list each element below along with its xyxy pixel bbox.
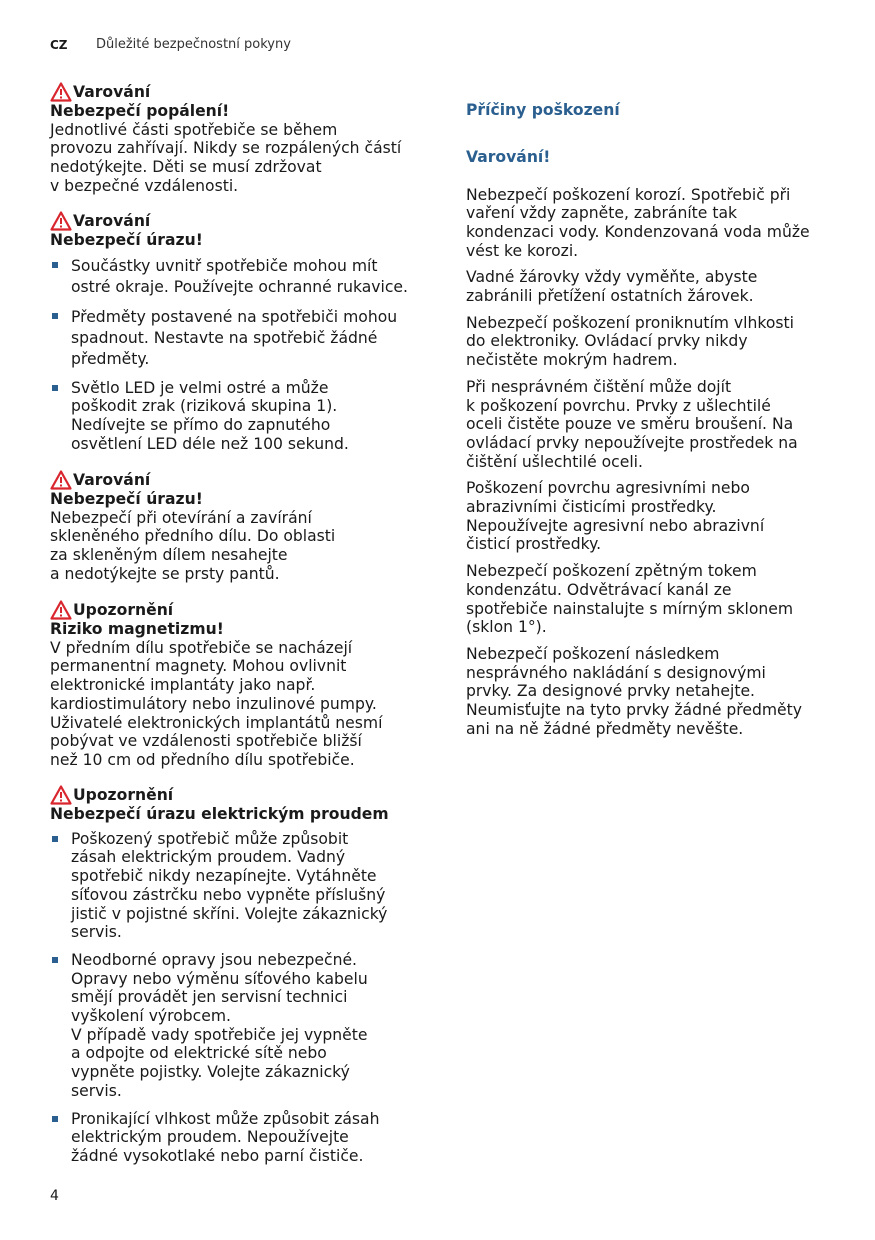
paragraph: Poškození povrchu agresivními nebo abrazivními čisticími prostředky. Nepoužívejte agresivní nebo abrazivní čisticí prostředky.	[466, 479, 765, 554]
warning-section	[50, 82, 450, 196]
warning-triangle-icon	[50, 211, 72, 231]
warning-label	[50, 211, 450, 231]
warning-title: Nebezpečí popálení!	[50, 102, 230, 120]
warning-section	[50, 600, 450, 770]
warning-label-text: Varování	[73, 211, 151, 230]
page-number: 4	[50, 1188, 59, 1204]
header-title: Důležité bezpečnostní pokyny	[96, 37, 291, 52]
paragraph: Nebezpečí poškození proniknutím vlhkosti do elektroniky. Ovládací prvky nikdy nečistěte mokrým hadrem.	[466, 313, 794, 370]
list-item: Světlo LED je velmi ostré a může poškodit zrak (riziková skupina 1). Nedívejte se přímo do zapnutého osvětlení LED déle než 100 sekund.	[50, 379, 450, 454]
warning-section	[50, 785, 450, 1175]
warning-triangle-icon	[50, 470, 72, 490]
section-heading: Příčiny poškození	[466, 100, 620, 119]
warning-title: Nebezpečí úrazu elektrickým proudem	[50, 805, 389, 823]
paragraph: Nebezpečí poškození následkem nesprávného nakládání s designovými prvky. Za designové prvky netahejte. Neumisťujte na tyto prvky žádné předměty ani na ně žádné předměty nevěšte.	[466, 644, 802, 738]
bullet-list	[50, 830, 450, 1166]
warning-triangle-icon	[50, 600, 72, 620]
warning-body: Jednotlivé části spotřebiče se během provozu zahřívají. Nikdy se rozpálených částí nedotýkejte. Děti se musí zdržovat v bezpečné vzdálenosti.	[50, 120, 402, 195]
list-item: Neodborné opravy jsou nebezpečné. Opravy nebo výměnu síťového kabelu smějí provádět jen servisní technici vyškolení výrobcem. V případě vady spotřebiče jej vypněte a odpojte od elektrické sítě nebo vypněte pojistky. Volejte zákaznický servis.	[50, 951, 450, 1101]
warning-title: Riziko magnetizmu!	[50, 620, 224, 638]
language-code: CZ	[50, 38, 68, 52]
warning-label	[50, 785, 450, 805]
warning-triangle-icon	[50, 785, 72, 805]
warning-body: Nebezpečí při otevírání a zavírání skleněného předního dílu. Do oblasti za skleněným dílem nesahejte a nedotýkejte se prsty pantů.	[50, 508, 336, 583]
warning-section	[50, 211, 450, 463]
warning-label-text: Upozornění	[73, 600, 174, 619]
warning-label: Varování!	[466, 148, 551, 167]
warning-label-text: Varování	[73, 470, 151, 489]
paragraph: Nebezpečí poškození korozí. Spotřebič při vaření vždy zapněte, zabráníte tak kondenzaci vody. Kondenzovaná voda může vést ke korozi.	[466, 185, 810, 260]
warning-title: Nebezpečí úrazu!	[50, 490, 203, 508]
warning-body: V předním dílu spotřebiče se nacházejí permanentní magnety. Mohou ovlivnit elektronické implantáty jako např. kardiostimulátory nebo inzulinové pumpy. Uživatelé elektronických implantátů nesmí pobývat ve vzdálenosti spotřebiče bližší než 10 cm od předního dílu spotřebiče.	[50, 638, 383, 769]
warning-label-text: Upozornění	[73, 785, 174, 804]
list-item: Součástky uvnitř spotřebiče mohou mít ostré okraje. Používejte ochranné rukavice.	[50, 256, 450, 298]
warning-label	[50, 470, 450, 490]
paragraph: Při nesprávném čištění může dojít k poškození povrchu. Prvky z ušlechtilé oceli čistěte pouze ve směru broušení. Na ovládací prvky nepoužívejte prostředek na čištění ušlechtilé oceli.	[466, 377, 798, 471]
paragraph: Nebezpečí poškození zpětným tokem kondenzátu. Odvětrávací kanál ze spotřebiče nainstalujte s mírným sklonem (sklon 1°).	[466, 562, 794, 637]
warning-label	[50, 600, 450, 620]
right-column	[466, 82, 846, 765]
list-item: Předměty postavené na spotřebiči mohou spadnout. Nestavte na spotřebič žádné předměty.	[50, 307, 450, 370]
warning-title: Nebezpečí úrazu!	[50, 231, 203, 249]
list-item: Poškozený spotřebič může způsobit zásah elektrickým proudem. Vadný spotřebič nikdy nezapínejte. Vytáhněte síťovou zástrčku nebo vypněte příslušný jistič v pojistné skříni. Volejte zákaznický servis.	[50, 830, 450, 942]
warning-section	[50, 470, 450, 584]
warning-label-text: Varování	[73, 82, 151, 101]
list-item: Pronikající vlhkost může způsobit zásah elektrickým proudem. Nepoužívejte žádné vysokotlaké nebo parní čističe.	[50, 1110, 450, 1166]
paragraph: Vadné žárovky vždy vyměňte, abyste zabránili přetížení ostatních žárovek.	[466, 268, 758, 306]
warning-label	[50, 82, 450, 102]
bullet-list	[50, 256, 450, 454]
warning-triangle-icon	[50, 82, 72, 102]
